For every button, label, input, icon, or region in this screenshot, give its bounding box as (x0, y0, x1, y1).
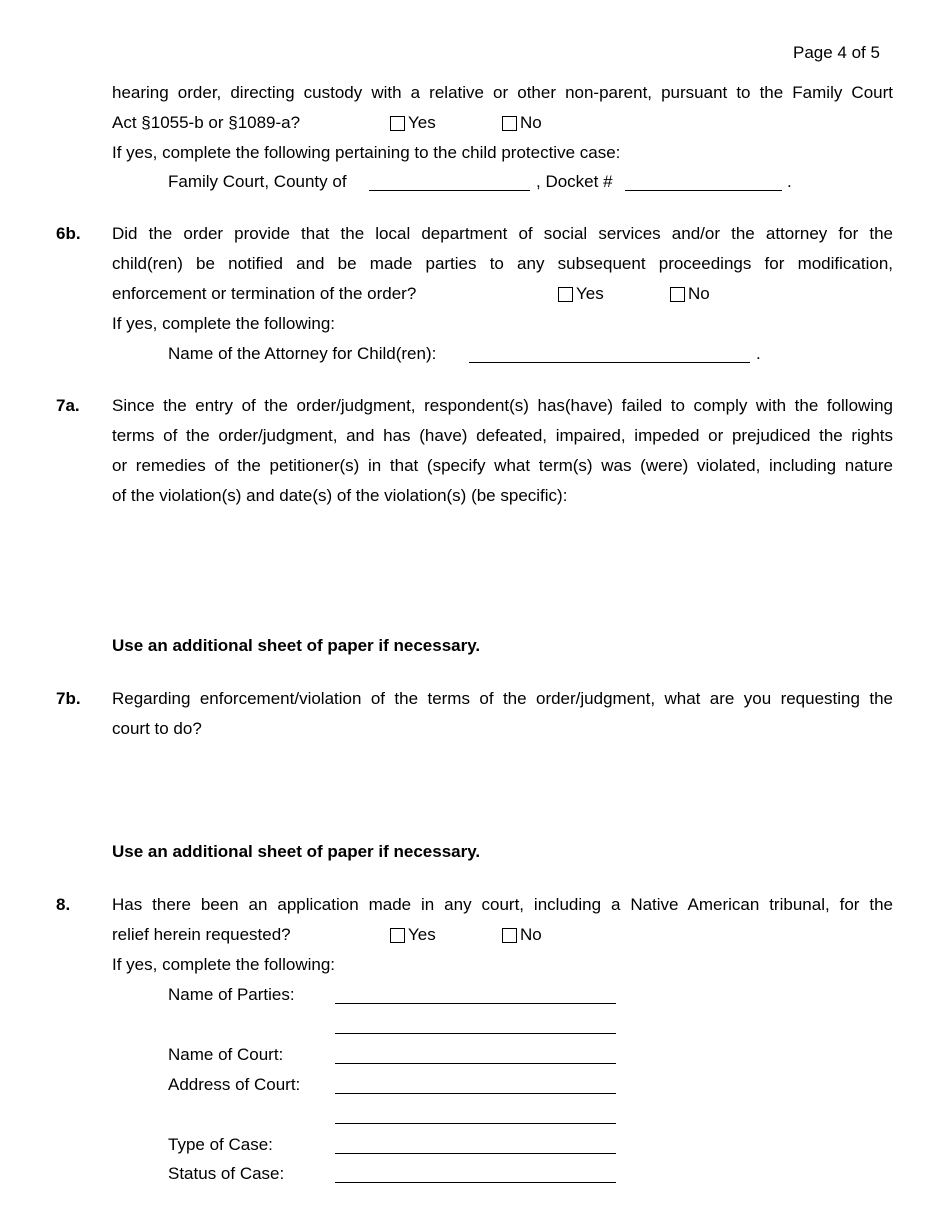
sec6b-line1: Did the order provide that the local department of social services and/or the attorney for the (112, 224, 893, 243)
status-field[interactable] (335, 1182, 616, 1183)
type-label: Type of Case: (168, 1135, 273, 1154)
sec7b-number: 7b. (56, 689, 81, 708)
docket-field[interactable] (625, 190, 782, 191)
address-field-1[interactable] (335, 1093, 616, 1094)
sec6a-line3: If yes, complete the following pertaining to the child protective case: (112, 143, 621, 162)
type-field[interactable] (335, 1153, 616, 1154)
sec8-no-checkbox[interactable] (502, 928, 517, 943)
page-number: Page 4 of 5 (793, 43, 880, 62)
sec8-no-label: No (520, 925, 542, 944)
sec6a-yes-checkbox[interactable] (390, 116, 405, 131)
sec7a-number: 7a. (56, 396, 80, 415)
sec7a-line3: or remedies of the petitioner(s) in that (specify what term(s) was (were) violated, including nature (112, 456, 893, 475)
sec6b-line3: enforcement or termination of the order? (112, 284, 417, 303)
attorney-period: . (756, 344, 761, 363)
sec6a-yes-label: Yes (408, 113, 436, 132)
sec7a-line1: Since the entry of the order/judgment, respondent(s) has(have) failed to comply with the following (112, 396, 893, 415)
sec8-yes-label: Yes (408, 925, 436, 944)
docket-period: . (787, 172, 792, 191)
sec8-line1: Has there been an application made in any court, including a Native American tribunal, for the (112, 895, 893, 914)
sec7a-note: Use an additional sheet of paper if necessary. (112, 636, 481, 655)
sec6b-no-checkbox[interactable] (670, 287, 685, 302)
sec6a-no-label: No (520, 113, 542, 132)
court-label: Name of Court: (168, 1045, 284, 1064)
sec8-line3: If yes, complete the following: (112, 955, 336, 974)
sec7b-line1: Regarding enforcement/violation of the terms of the order/judgment, what are you requesting the (112, 689, 893, 708)
sec7b-line2: court to do? (112, 719, 202, 738)
sec6a-line1: hearing order, directing custody with a relative or other non-parent, pursuant to the Family Court (112, 83, 893, 102)
sec8-line2: relief herein requested? (112, 925, 291, 944)
status-label: Status of Case: (168, 1164, 285, 1183)
sec7a-line2: terms of the order/judgment, and has (have) defeated, impaired, impeded or prejudiced the rights (112, 426, 893, 445)
parties-field-2[interactable] (335, 1033, 616, 1034)
attorney-label: Name of the Attorney for Child(ren): (168, 344, 437, 363)
sec6a-line2: Act §1055-b or §1089-a? (112, 113, 301, 132)
address-label: Address of Court: (168, 1075, 301, 1094)
attorney-field[interactable] (469, 362, 750, 363)
sec6b-line2: child(ren) be notified and be made parties to any subsequent proceedings for modification, (112, 254, 893, 273)
parties-field-1[interactable] (335, 1003, 616, 1004)
sec8-number: 8. (56, 895, 71, 914)
county-label: Family Court, County of (168, 172, 347, 191)
county-field[interactable] (369, 190, 530, 191)
parties-label: Name of Parties: (168, 985, 295, 1004)
sec8-yes-checkbox[interactable] (390, 928, 405, 943)
sec6b-yes-label: Yes (576, 284, 604, 303)
address-field-2[interactable] (335, 1123, 616, 1124)
sec6b-yes-checkbox[interactable] (558, 287, 573, 302)
sec6b-no-label: No (688, 284, 710, 303)
sec6b-number: 6b. (56, 224, 81, 243)
sec6b-line4: If yes, complete the following: (112, 314, 336, 333)
docket-label: , Docket # (536, 172, 613, 191)
court-field[interactable] (335, 1063, 616, 1064)
sec7a-line4: of the violation(s) and date(s) of the violation(s) (be specific): (112, 486, 568, 505)
sec6a-no-checkbox[interactable] (502, 116, 517, 131)
sec7b-note: Use an additional sheet of paper if necessary. (112, 842, 481, 861)
